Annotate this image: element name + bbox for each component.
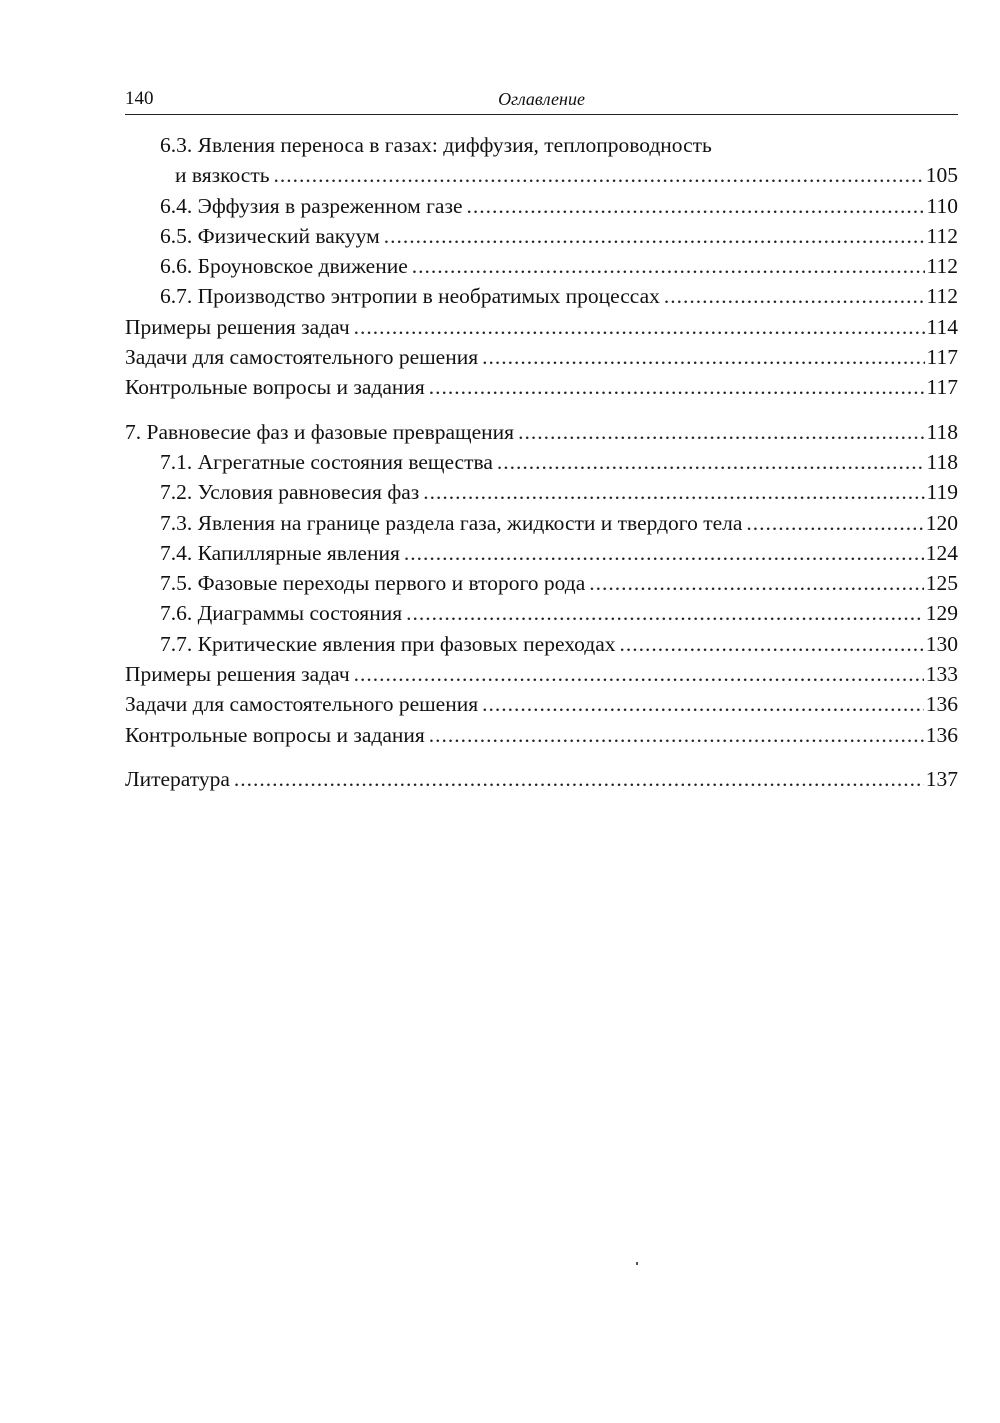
toc-entry-title: Контрольные вопросы и задания [125,375,425,400]
toc-entry-page: 129 [925,601,958,626]
toc-entry-title: 7.7. Критические явления при фазовых переходах [160,631,616,656]
leader-dots [404,538,924,568]
leader-dots [406,598,924,628]
toc-entry-examples-7[interactable] [125,659,958,689]
toc-entry-7-6[interactable] [125,598,958,628]
scan-speck [636,1262,638,1265]
toc-entry-6-5[interactable] [125,221,958,251]
toc-entry-title: Примеры решения задач [125,314,350,339]
leader-dots [620,629,924,659]
toc-entry-page: 117 [926,375,958,400]
section-gap [125,403,958,417]
toc-entry-questions-7[interactable] [125,720,958,750]
leader-dots [589,568,923,598]
leader-dots [354,312,925,342]
leader-dots [429,372,925,402]
toc-entry-7-4[interactable] [125,538,958,568]
toc-entry-page: 118 [926,449,958,474]
toc-entry-title: 6.7. Производство энтропии в необратимых процессах [160,284,660,309]
toc-entry-7-1[interactable] [125,447,958,477]
leader-dots [482,342,924,372]
toc-entry-title: 7. Равновесие фаз и фазовые превращения [125,419,515,444]
toc-entry-problems-6[interactable] [125,342,958,372]
leader-dots [482,689,924,719]
leader-dots [274,160,924,190]
leader-dots [746,508,923,538]
toc-entry-page: 136 [925,692,958,717]
toc-entry-title: 6.4. Эффузия в разреженном газе [160,193,463,218]
toc-entry-title: 7.5. Фазовые переходы первого и второго рода [160,571,586,596]
toc-entry-title: Литература [125,766,230,791]
section-gap [125,750,958,764]
toc-entry-title: 7.2. Условия равновесия фаз [160,480,420,505]
leader-dots [429,720,924,750]
toc-entry-7-2[interactable] [125,477,958,507]
toc-entry-6-6[interactable] [125,251,958,281]
toc-entry-title: Примеры решения задач [125,662,350,687]
toc-entry-title: 7.1. Агрегатные состояния вещества [160,449,493,474]
toc-entry-page: 125 [925,571,958,596]
toc-entry-title: 6.6. Броуновское движение [160,254,408,279]
leader-dots [423,477,924,507]
toc-entry-questions-6[interactable] [125,372,958,402]
leader-dots [664,281,925,311]
running-title: Оглавление [498,89,585,109]
leader-dots [384,221,925,251]
table-of-contents [125,130,958,794]
toc-entry-page: 112 [926,223,958,248]
toc-entry-7-7[interactable] [125,629,958,659]
leader-dots [497,447,925,477]
toc-entry-literature[interactable] [125,764,958,794]
toc-entry-title: 7.3. Явления на границе раздела газа, жидкости и твердого тела [160,510,743,535]
page-header [125,88,958,115]
toc-entry-6-3-line2[interactable] [125,160,958,190]
toc-entry-title: 6.5. Физический вакуум [160,223,380,248]
toc-entry-page: 136 [925,722,958,747]
toc-entry-title: Задачи для самостоятельного решения [125,692,479,717]
toc-entry-title: 7.4. Капиллярные явления [160,540,400,565]
page-number: 140 [125,88,154,109]
toc-entry-problems-7[interactable] [125,689,958,719]
toc-entry-title: Задачи для самостоятельного решения [125,345,479,370]
toc-entry-page: 133 [925,662,958,687]
toc-entry-page: 118 [926,419,958,444]
toc-entry-title: 6.3. Явления переноса в газах: диффузия, теплопроводность [160,133,712,157]
toc-entry-page: 112 [926,284,958,309]
leader-dots [354,659,924,689]
toc-entry-6-7[interactable] [125,281,958,311]
toc-entry-page: 124 [925,540,958,565]
leader-dots [518,417,924,447]
toc-entry-6-3-line1[interactable] [125,130,958,160]
toc-entry-page: 120 [925,510,958,535]
toc-entry-page: 137 [925,766,958,791]
toc-entry-page: 119 [926,480,958,505]
toc-entry-6-4[interactable] [125,191,958,221]
toc-entry-page: 112 [926,254,958,279]
toc-entry-page: 114 [926,314,958,339]
toc-entry-title: и вязкость [175,163,270,188]
toc-entry-chapter-7[interactable] [125,417,958,447]
toc-entry-page: 110 [926,193,958,218]
leader-dots [466,191,924,221]
leader-dots [412,251,925,281]
leader-dots [234,764,924,794]
toc-entry-title: 7.6. Диаграммы состояния [160,601,403,626]
toc-entry-7-5[interactable] [125,568,958,598]
toc-entry-title: Контрольные вопросы и задания [125,722,425,747]
toc-entry-page: 117 [926,345,958,370]
toc-entry-7-3[interactable] [125,508,958,538]
toc-entry-page: 130 [925,631,958,656]
toc-entry-page: 105 [925,163,958,188]
toc-entry-examples-6[interactable] [125,312,958,342]
